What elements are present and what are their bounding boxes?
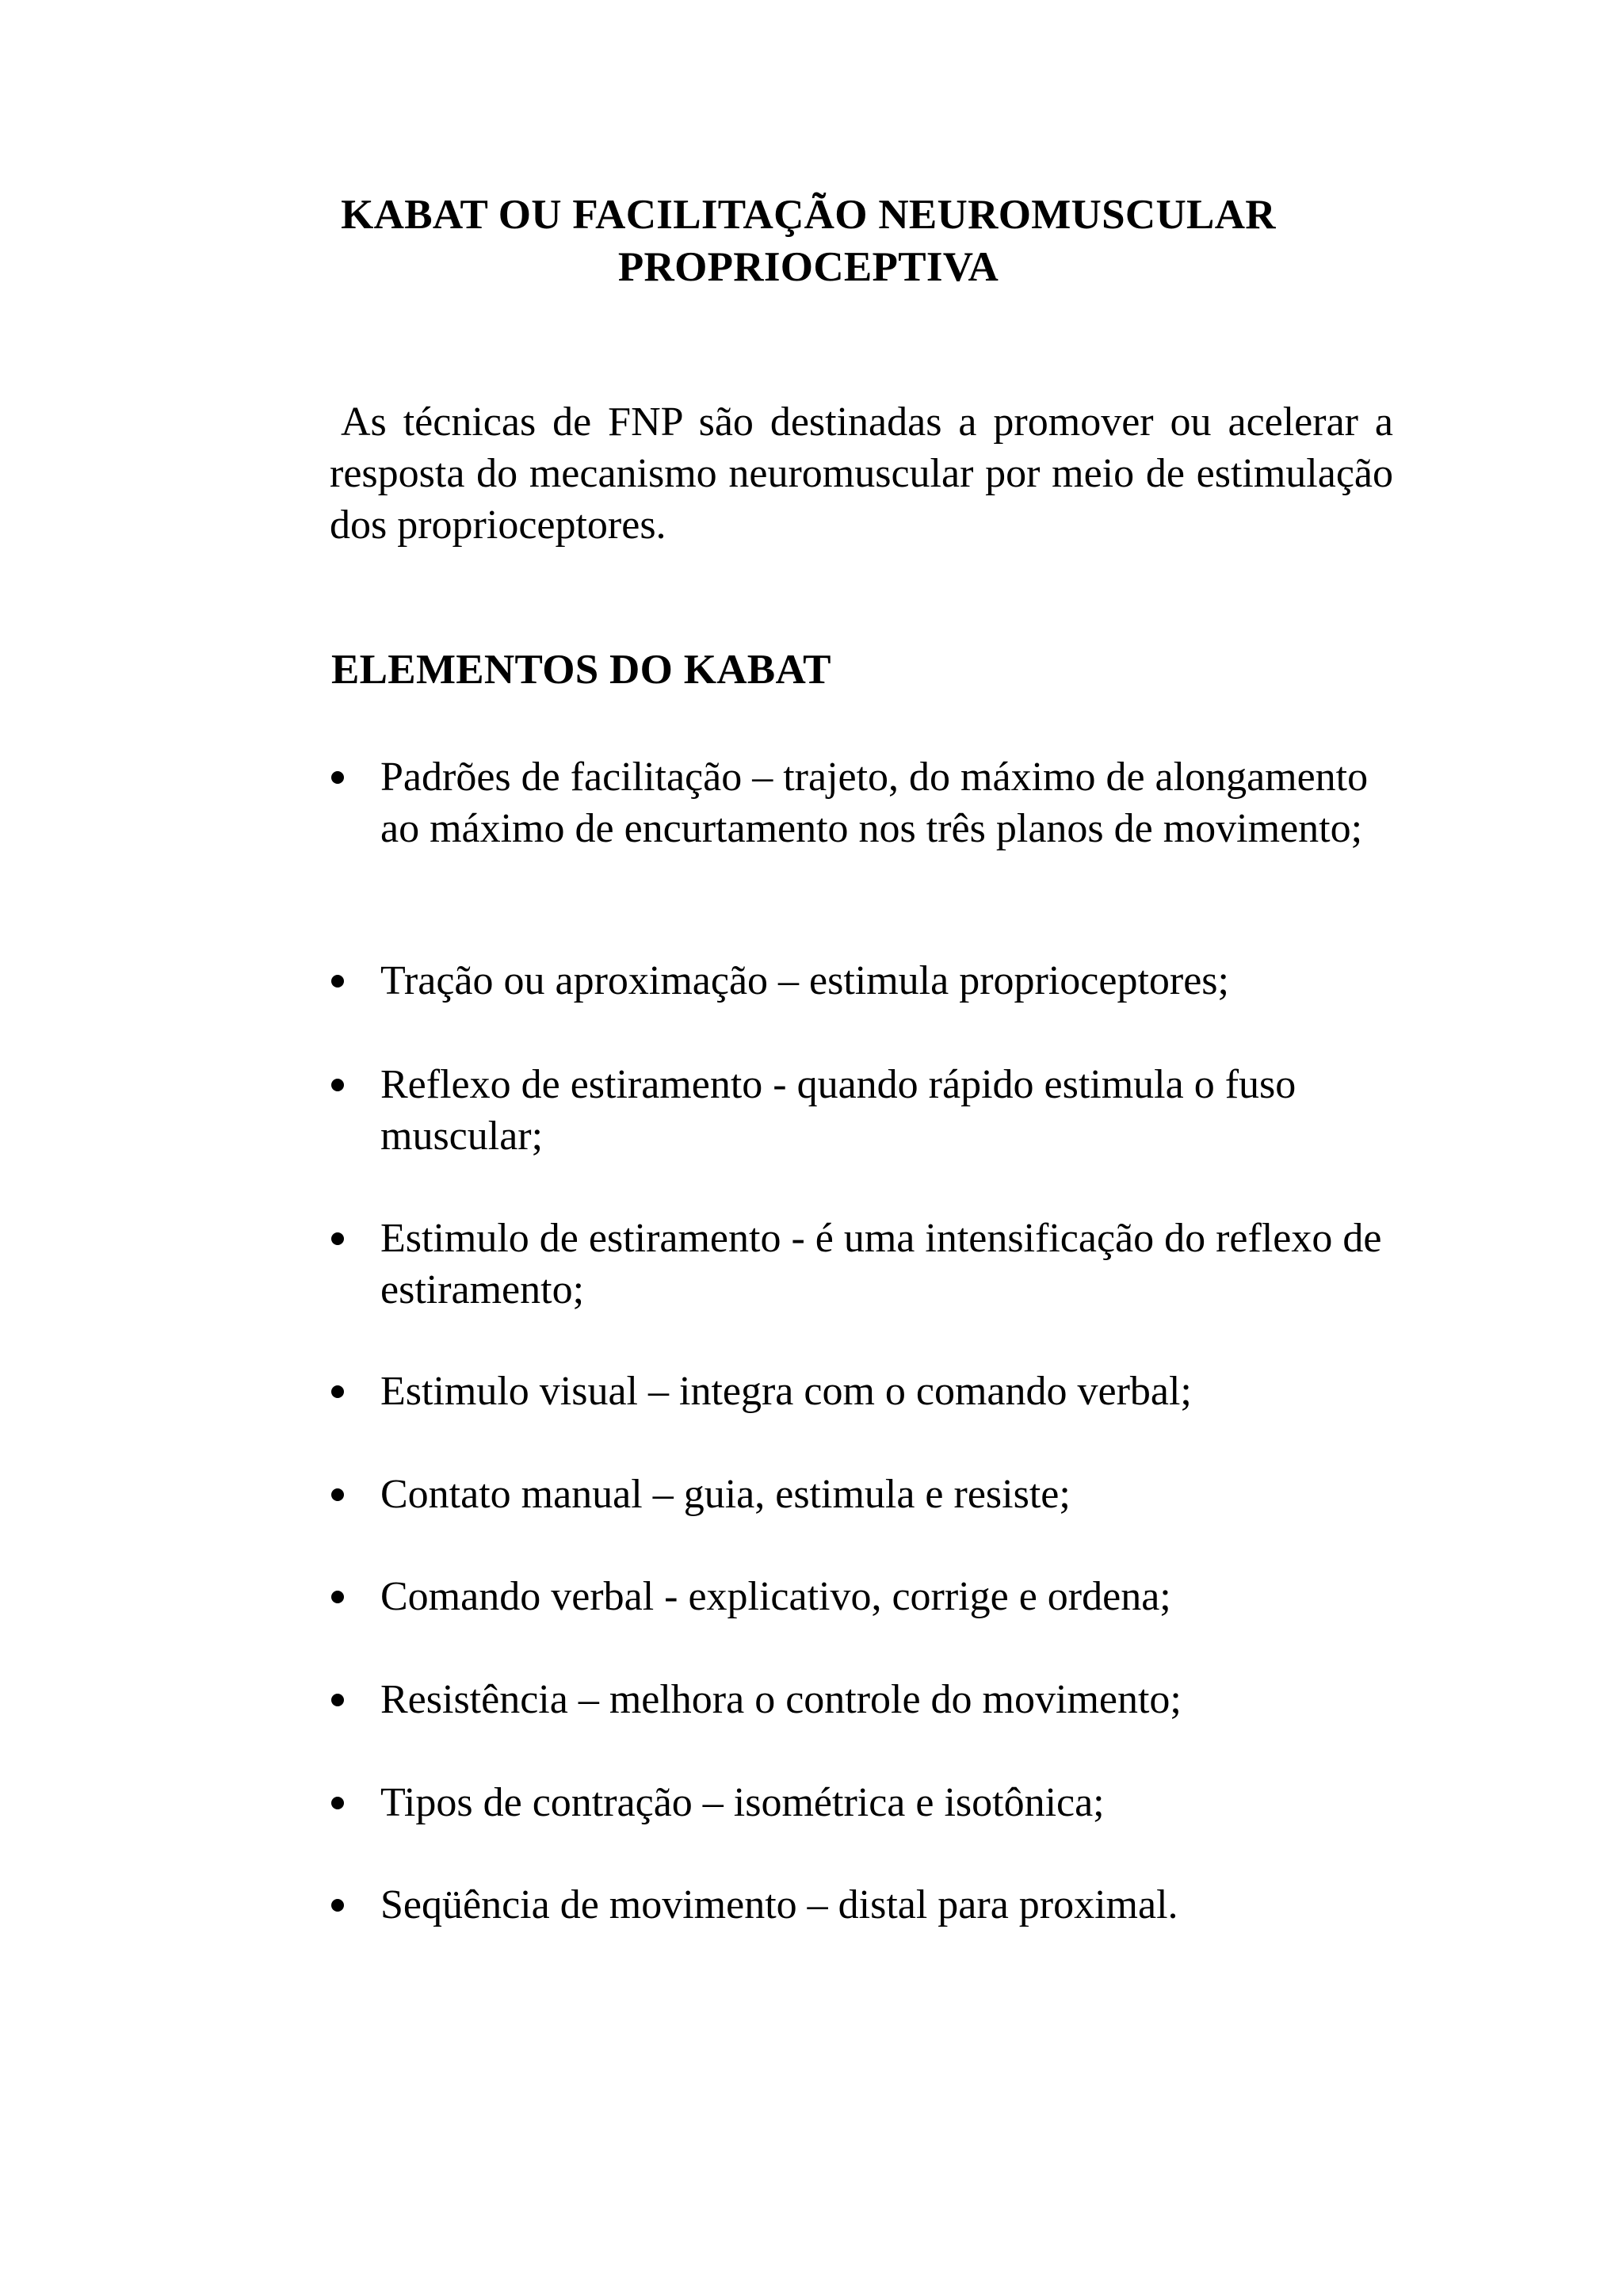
list-item bbox=[331, 1469, 1393, 1520]
list-item-text: Comando verbal - explicativo, corrige e ordena; bbox=[380, 1574, 1171, 1619]
list-item-text: Tipos de contração – isométrica e isotônica; bbox=[380, 1780, 1105, 1825]
bullet-icon bbox=[331, 771, 344, 784]
bullet-icon bbox=[331, 1694, 344, 1706]
list-item bbox=[331, 1366, 1393, 1417]
list-item-text: Tração ou aproximação – estimula proprioceptores; bbox=[380, 958, 1229, 1003]
list-item bbox=[331, 1213, 1393, 1316]
bullet-icon bbox=[331, 1488, 344, 1501]
list-item-text: Reflexo de estiramento - quando rápido estimula o fuso muscular; bbox=[380, 1062, 1296, 1159]
page-title-line-1: KABAT OU FACILITAÇÃO NEUROMUSCULAR bbox=[341, 192, 1276, 238]
bullet-icon bbox=[331, 1899, 344, 1912]
section-heading: ELEMENTOS DO KABAT bbox=[331, 647, 831, 693]
list-item-text: Seqüência de movimento – distal para proximal. bbox=[380, 1882, 1178, 1927]
intro-paragraph bbox=[330, 396, 1393, 551]
list-item bbox=[331, 751, 1393, 854]
list-item bbox=[331, 1059, 1393, 1162]
page-title bbox=[301, 189, 1316, 293]
bullet-icon bbox=[331, 1079, 344, 1091]
bullet-icon bbox=[331, 975, 344, 988]
list-item-text: Resistência – melhora o controle do movimento; bbox=[380, 1677, 1182, 1722]
list-item bbox=[331, 1674, 1393, 1725]
list-item bbox=[331, 955, 1393, 1007]
bullet-icon bbox=[331, 1797, 344, 1809]
list-item bbox=[331, 1777, 1393, 1828]
list-item-text: Padrões de facilitação – trajeto, do máximo de alongamento ao máximo de encurtamento nos três planos de movimento; bbox=[380, 755, 1369, 851]
list-item bbox=[331, 1879, 1393, 1931]
bullet-icon bbox=[331, 1385, 344, 1398]
bullet-icon bbox=[331, 1232, 344, 1245]
intro-paragraph-text: As técnicas de FNP são destinadas a promover ou acelerar a resposta do mecanismo neuromuscular por meio de estimulação dos proprioceptores. bbox=[330, 399, 1393, 548]
list-item-text: Estimulo visual – integra com o comando verbal; bbox=[380, 1369, 1192, 1414]
list-item-text: Estimulo de estiramento - é uma intensificação do reflexo de estiramento; bbox=[380, 1216, 1382, 1312]
bullet-icon bbox=[331, 1591, 344, 1603]
list-item-text: Contato manual – guia, estimula e resiste; bbox=[380, 1472, 1071, 1517]
list-item bbox=[331, 1571, 1393, 1622]
page-title-line-2: PROPRIOCEPTIVA bbox=[617, 244, 999, 290]
